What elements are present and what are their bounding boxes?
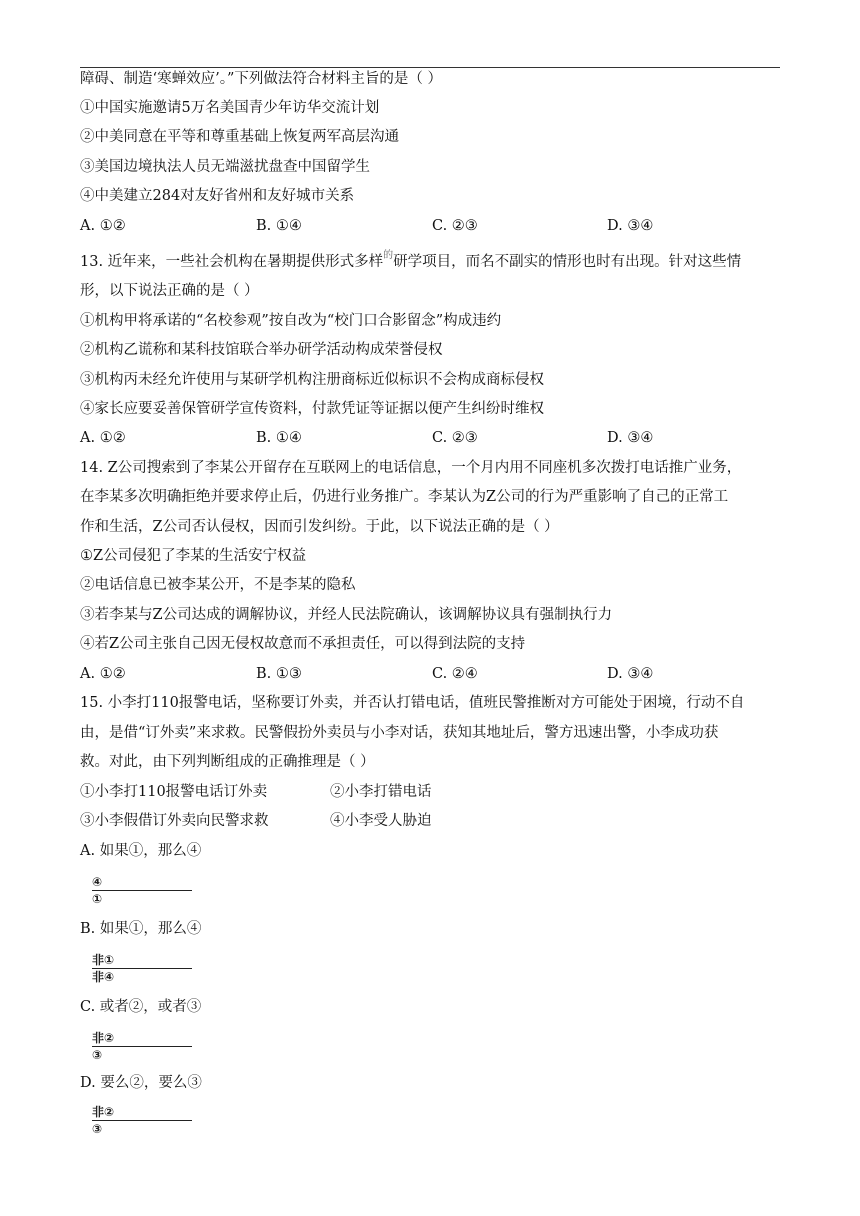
q14-item-3: ③若李某与Z公司达成的调解协议，并经人民法院确认，该调解协议具有强制执行力 [80,607,613,623]
q12-option-a[interactable]: A. ①② [80,218,126,234]
q13-item-4: ④家长应要妥善保管研学宣传资料，付款凭证等证据以便产生纠纷时维权 [80,401,544,417]
q15-option-c-conclusion: ③ [92,1048,103,1062]
q13-stem-part-a: 13. 近年来，一些社会机构在暑期提供形式多样 [80,254,384,270]
q12-option-b[interactable]: B. ①④ [256,218,302,234]
q12-option-d[interactable]: D. ③④ [607,218,654,234]
q13-stem-line-2: 形，以下说法正确的是（ ） [80,283,259,299]
q14-stem-line-3: 作和生活，Z公司否认侵权，因而引发纠纷。于此，以下说法正确的是（ ） [80,519,559,535]
q12-item-3: ③美国边境执法人员无端滋扰盘查中国留学生 [80,159,370,175]
q14-option-d[interactable]: D. ③④ [607,666,654,682]
q15-item-4: ④小李受人胁迫 [330,813,432,829]
header-rule [80,67,780,68]
q14-option-c[interactable]: C. ②④ [432,666,478,682]
q15-option-a-diagram [92,875,192,915]
q15-option-b-diagram [92,953,192,993]
q15-option-d-diagram [92,1105,192,1145]
q15-item-3: ③小李假借订外卖向民警求救 [80,813,269,829]
q15-option-d[interactable]: D. 要么②，要么③ [80,1075,202,1091]
q13-option-b[interactable]: B. ①④ [256,430,302,446]
q15-option-b-conclusion: 非④ [92,970,115,984]
q15-option-b[interactable]: B. 如果①，那么④ [80,921,202,937]
q15-option-d-premise: 非② [92,1105,115,1119]
q15-option-c-diagram [92,1031,192,1071]
q13-item-2: ②机构乙谎称和某科技馆联合举办研学活动构成荣誉侵权 [80,342,443,358]
q13-item-3: ③机构丙未经允许使用与某研学机构注册商标近似标识不会构成商标侵权 [80,372,544,388]
q15-stem-line-3: 救。对此，由下列判断组成的正确推理是（ ） [80,754,375,770]
q15-option-c[interactable]: C. 或者②，或者③ [80,999,202,1015]
q15-stem-line-2: 由，是借“订外卖”来求救。民警假扮外卖员与小李对话，获知其地址后，警方迅速出警，小李成功获 [80,725,719,741]
q12-item-2: ②中美同意在平等和尊重基础上恢复两军高层沟通 [80,129,399,145]
q13-stem-part-b: 研学项目，而名不副实的情形也时有出现。针对这些情 [393,254,742,270]
q12-stem-tail: 障碍、制造‘寒蝉效应’。”下列做法符合材料主旨的是（ ） [80,71,442,87]
q13-stem-superscript: 的 [383,250,394,261]
q12-item-1: ①中国实施邀请5万名美国青少年访华交流计划 [80,100,380,116]
q14-item-1: ①Z公司侵犯了李某的生活安宁权益 [80,548,307,564]
q12-option-c[interactable]: C. ②③ [432,218,478,234]
q15-item-2: ②小李打错电话 [330,784,432,800]
q14-stem-line-2: 在李某多次明确拒绝并要求停止后，仍进行业务推广。李某认为Z公司的行为严重影响了自己的正常工 [80,489,729,505]
q14-item-4: ④若Z公司主张自己因无侵权故意而不承担责任，可以得到法院的支持 [80,636,526,652]
q12-item-4: ④中美建立284对友好省州和友好城市关系 [80,188,355,204]
q15-option-a[interactable]: A. 如果①，那么④ [80,843,202,859]
q13-stem-line-1 [80,252,741,274]
q15-option-c-premise: 非② [92,1031,115,1045]
q15-option-a-conclusion: ① [92,892,103,906]
q13-option-d[interactable]: D. ③④ [607,430,654,446]
q14-option-b[interactable]: B. ①③ [256,666,302,682]
q15-option-a-premise: ④ [92,875,103,889]
q15-option-b-premise: 非① [92,953,115,967]
q14-item-2: ②电话信息已被李某公开，不是李某的隐私 [80,577,356,593]
inference-bar [92,890,192,891]
inference-bar [92,1120,192,1121]
q15-stem-line-1: 15. 小李打110报警电话，坚称要订外卖，并否认打错电话，值班民警推断对方可能处于困境，行动不自 [80,695,745,711]
q14-stem-line-1: 14. Z公司搜索到了李某公开留存在互联网上的电话信息，一个月内用不同座机多次拨打电话推广业务， [80,460,742,476]
q15-item-1: ①小李打110报警电话订外卖 [80,784,268,800]
q13-option-c[interactable]: C. ②③ [432,430,478,446]
q13-item-1: ①机构甲将承诺的“名校参观”按自改为“校门口合影留念”构成违约 [80,313,502,329]
q14-option-a[interactable]: A. ①② [80,666,126,682]
inference-bar [92,1046,192,1047]
q15-option-d-conclusion: ③ [92,1122,103,1136]
inference-bar [92,968,192,969]
q13-option-a[interactable]: A. ①② [80,430,126,446]
